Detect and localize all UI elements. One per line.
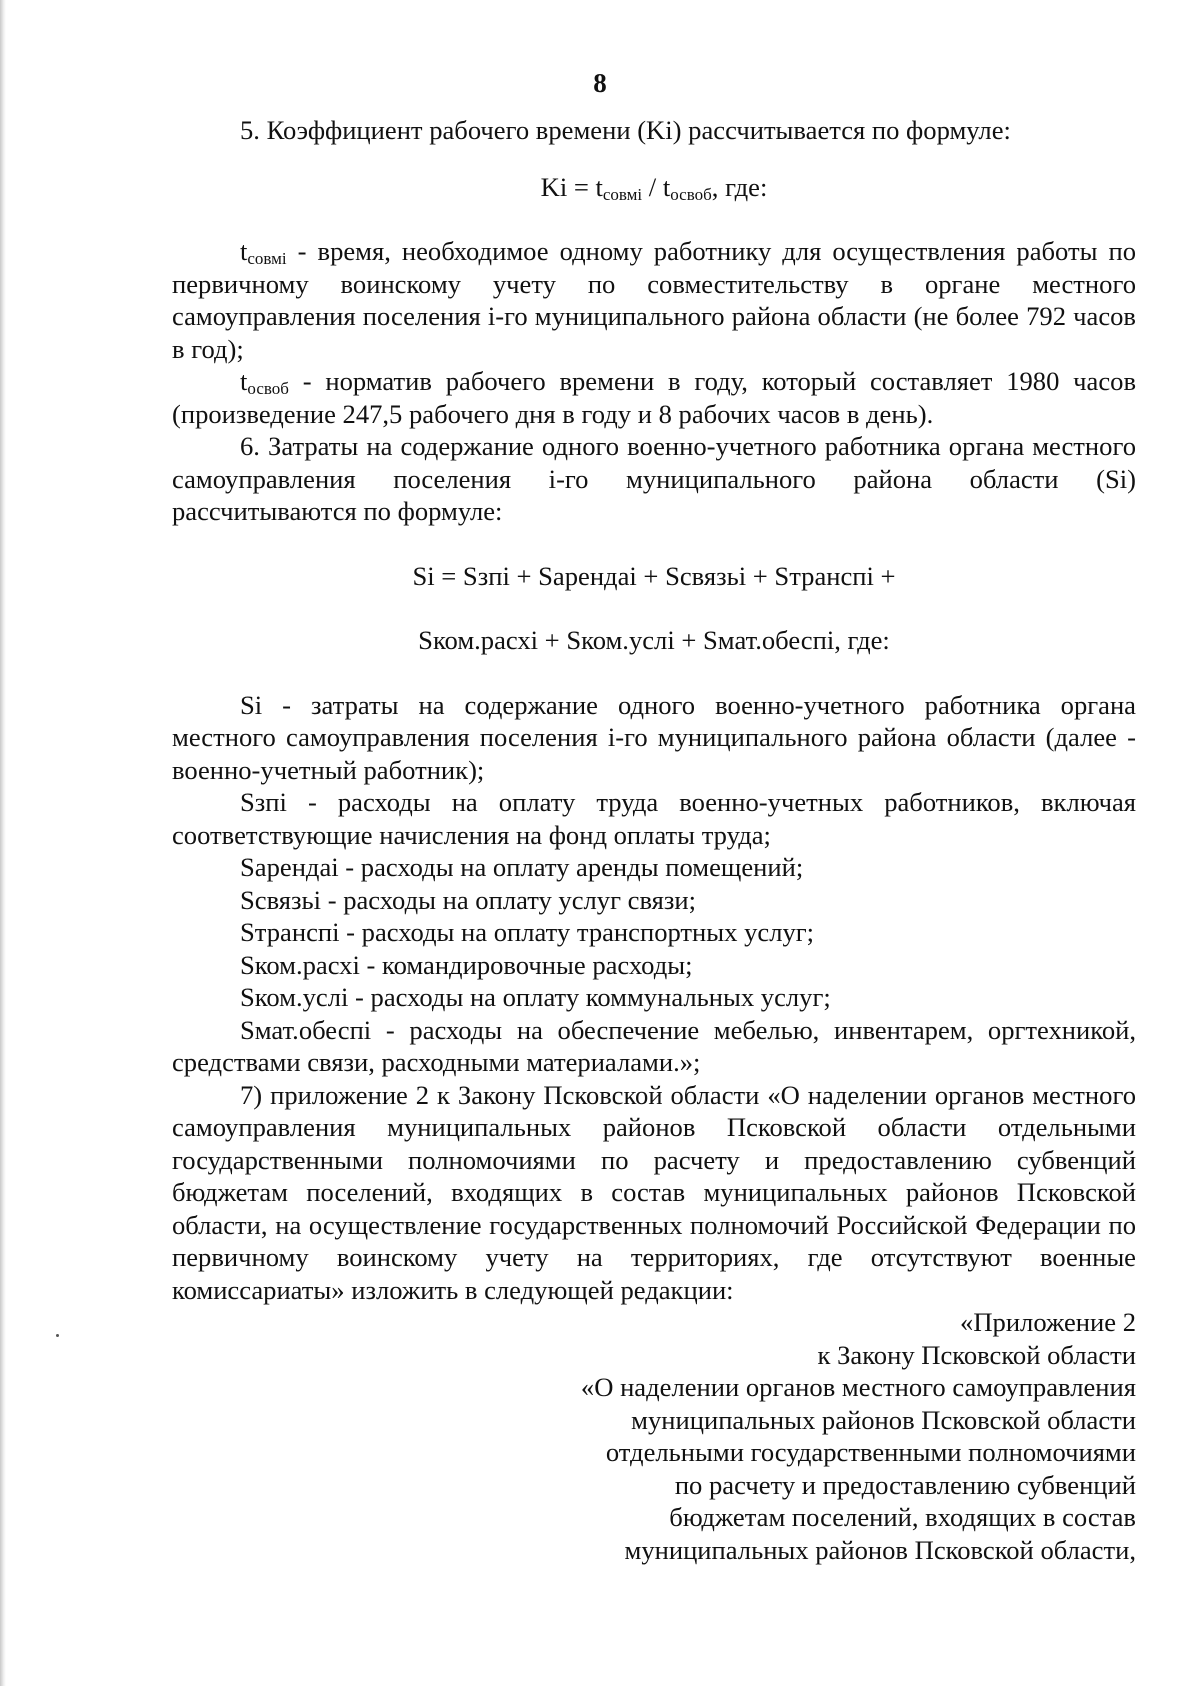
def-tosvob: $t_{освоб}$ - норматив рабочего времени в году, который составляет 1980 часов (произведение 247,5 рабочего дня в году и 8 рабочих часов в день). (172, 366, 1136, 429)
para5-intro: 5. Коэффициент рабочего времени (Ki) рассчитывается по формуле: (240, 115, 1011, 145)
formula-si-line1: Si = Sзпi + Sарендаi + Sсвязьi + Sтранспi + (412, 560, 896, 591)
appendix-line-3: «О наделении органов местного самоуправления (580, 1372, 1136, 1402)
para6-intro: 6. Затраты на содержание одного военно-учетного работника органа местного самоуправления поселения i-го муниципального района области (Si) рассчитываются по формуле: (172, 431, 1136, 526)
para7-text: 7) приложение 2 к Закону Псковской области «О наделении органов местного самоуправления муниципальных районов Псковской области отдельными государственными полномочиями по расчету и предоставлению субвенций бюджетам поселений, входящих в состав муниципальных районов Псковской области, на осуществление государственных полномочий Российской Федерации по первичному воинскому учету на территориях, где отсутствуют военные комиссариаты» изложить в следующей редакции: (172, 1079, 1136, 1305)
def-szp: Sзпi - расходы на оплату труда военно-учетных работников, включая соответствующие начисления на фонд оплаты труда; (172, 787, 1136, 850)
formula-si-line2: Sком.расхi + Sком.услi + Sмат.обеспi, где: (418, 625, 890, 655)
formula-ki: $Ki = t_{совмi} / t_{освоб}$, где: (540, 171, 768, 204)
appendix-line-2: к Закону Псковской области (817, 1339, 1136, 1370)
def-sarenda: Sарендаi - расходы на оплату аренды помещений; (240, 852, 804, 882)
def-si: Si - затраты на содержание одного военно-учетного работника органа местного самоуправления поселения i-го муниципального района области (далее - военно-учетный работник); (172, 689, 1136, 785)
def-skomusl: Sком.услi - расходы на оплату коммунальных услуг; (240, 982, 831, 1012)
scan-speck (56, 1334, 59, 1337)
appendix-line-8: муниципальных районов Псковской области, (624, 1534, 1136, 1565)
appendix-line-4: муниципальных районов Псковской области (631, 1404, 1136, 1435)
appendix-line-7: бюджетам поселений, входящих в состав (669, 1502, 1136, 1532)
appendix-line-5: отдельными государственными полномочиями (605, 1437, 1136, 1467)
scan-edge (0, 0, 6, 1686)
document-body (172, 114, 1136, 1566)
def-stransp: Sтранспi - расходы на оплату транспортных услуг; (240, 917, 815, 947)
appendix-line-6: по расчету и предоставлению субвенций (674, 1469, 1136, 1500)
def-ssvyaz: Sсвязьi - расходы на оплату услуг связи; (240, 884, 697, 915)
def-tsovm: $t_{совмi}$ - время, необходимое одному работнику для осуществления работы по первичному воинскому учету по совместительству в органе местного самоуправления поселения i-го муниципального района области (не более 792 часов в год); (172, 236, 1136, 364)
def-skomrash: Sком.расхi - командировочные расходы; (240, 949, 693, 980)
def-smatobesp: Sмат.обеспi - расходы на обеспечение мебелью, инвентарем, оргтехникой, средствами связи, расходными материалами.»; (172, 1014, 1136, 1077)
appendix-line-1: «Приложение 2 (960, 1307, 1136, 1337)
page-number: 8 (593, 68, 607, 98)
